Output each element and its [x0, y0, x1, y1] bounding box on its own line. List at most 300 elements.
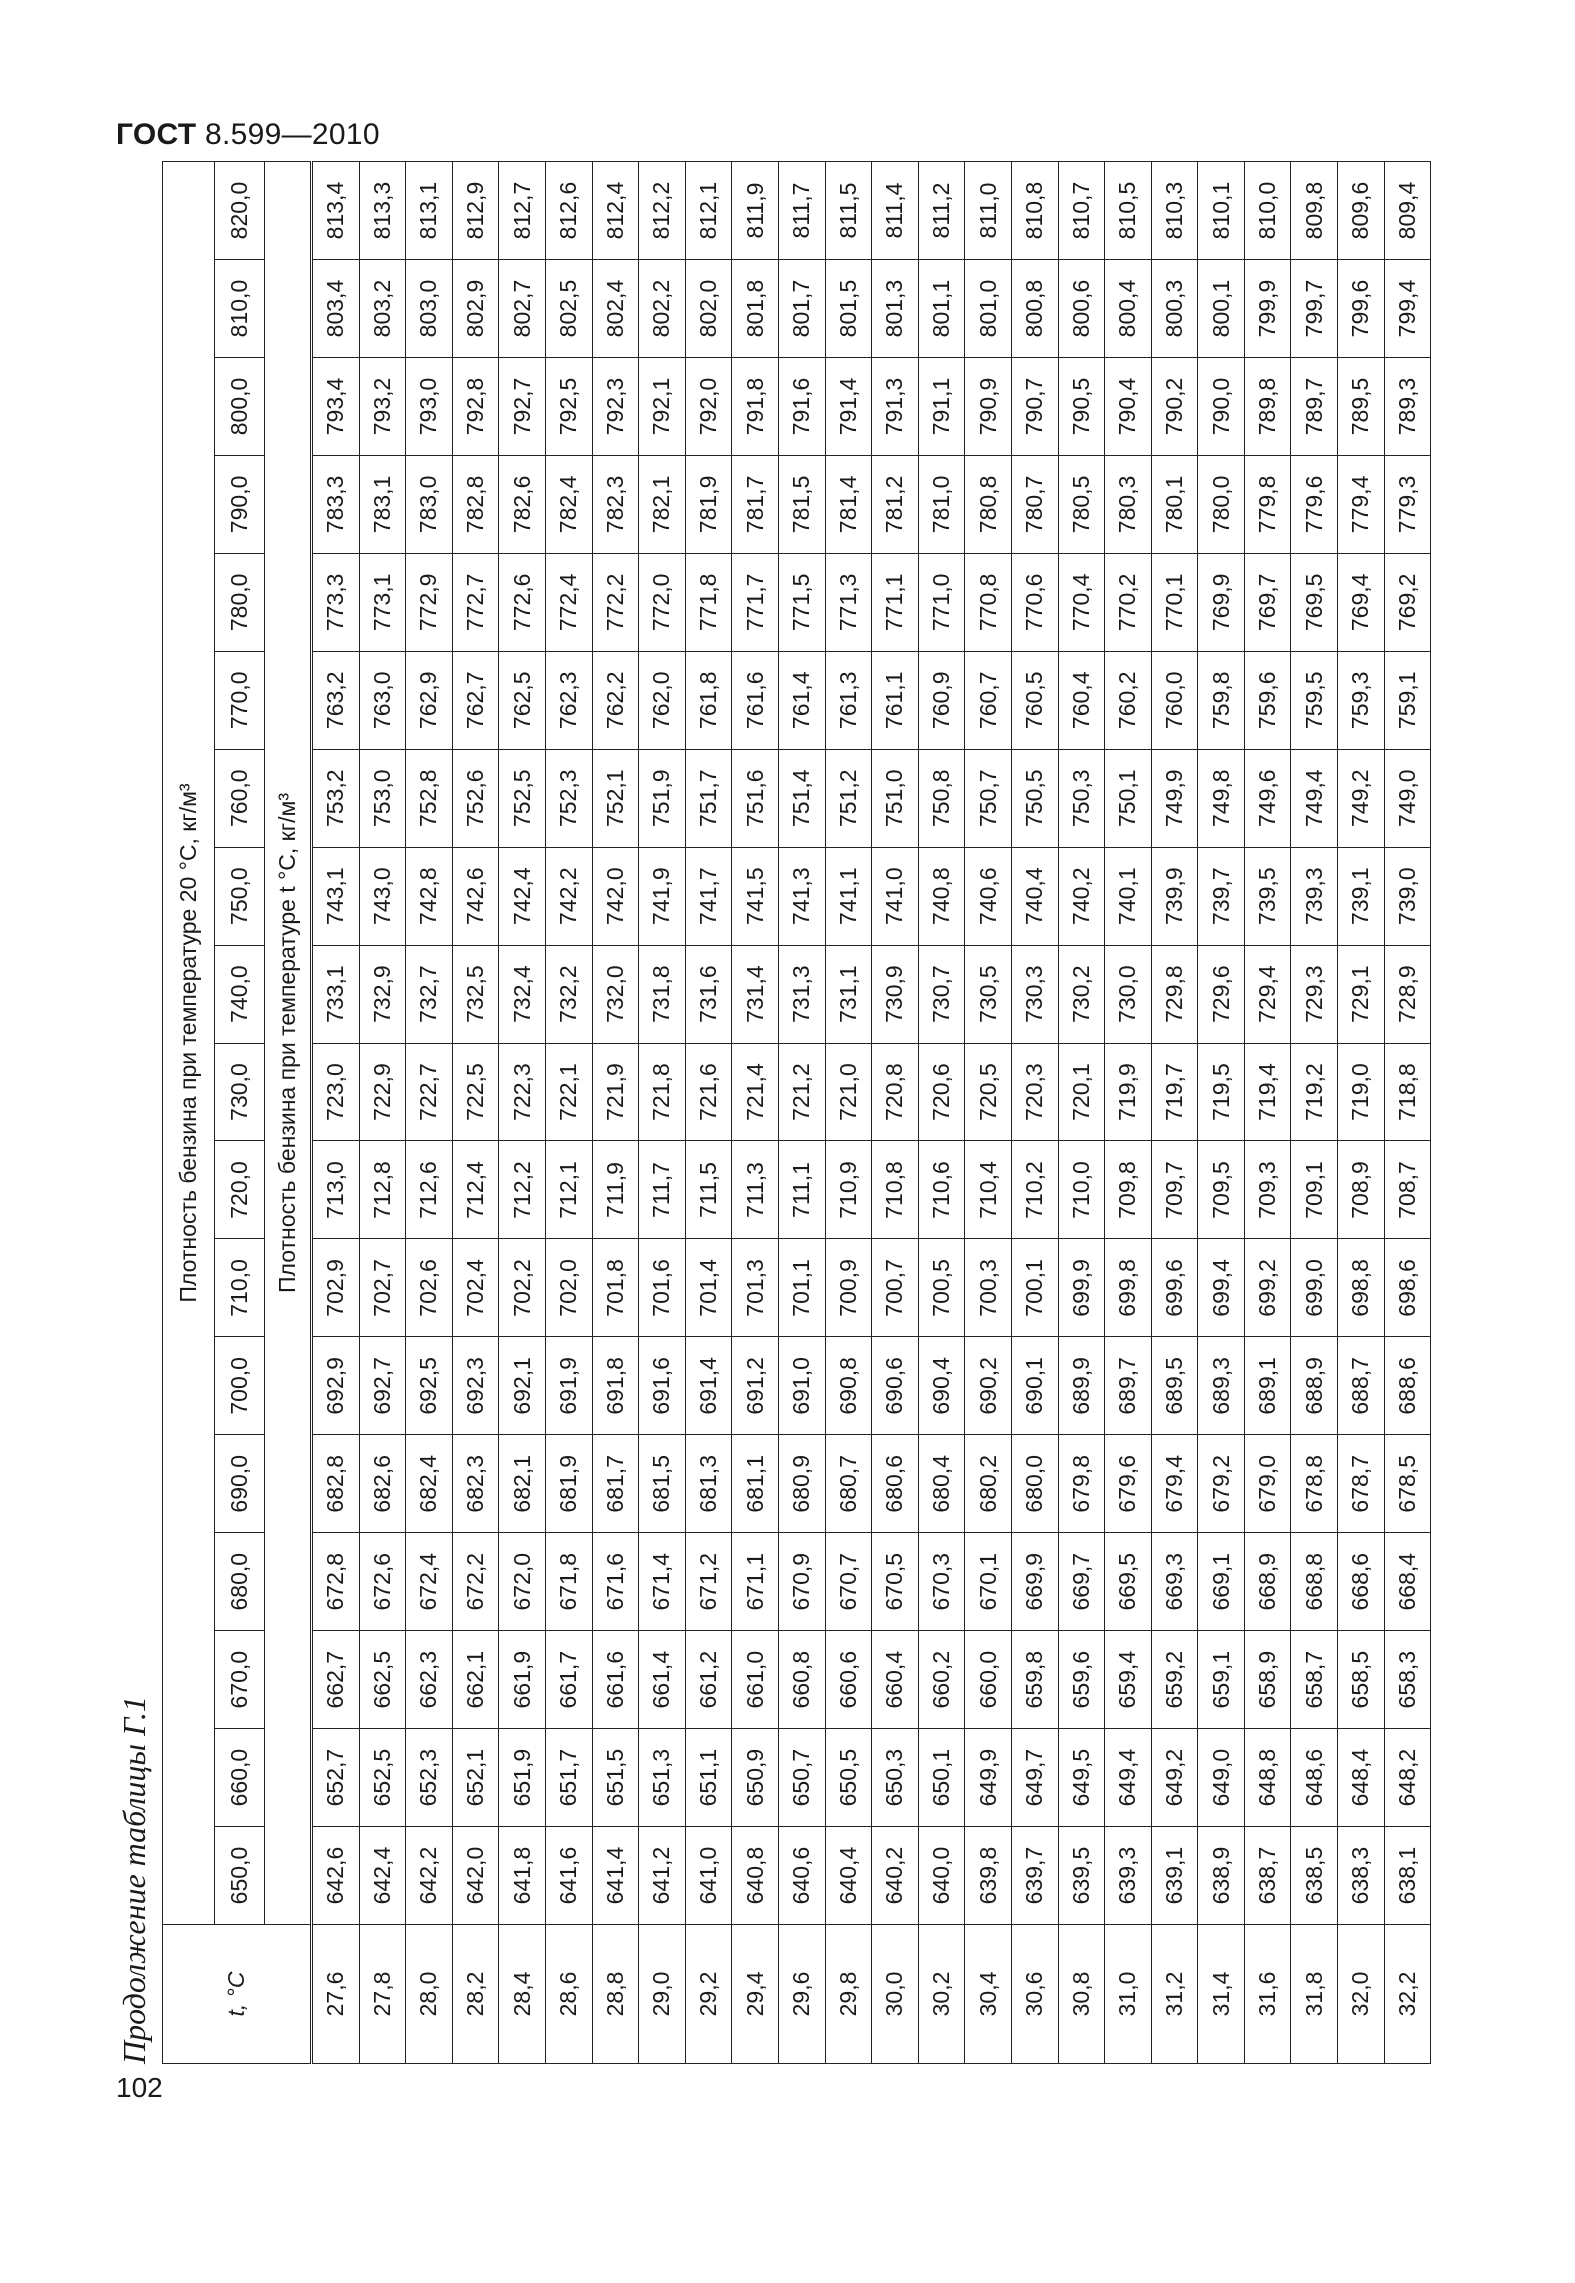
density-cell: 751,9 — [639, 749, 686, 847]
density-cell: 690,4 — [918, 1337, 965, 1435]
density-cell: 809,6 — [1338, 162, 1385, 260]
density-cell: 641,6 — [545, 1827, 592, 1925]
density-cell: 692,9 — [312, 1337, 360, 1435]
density-cell: 660,4 — [872, 1631, 919, 1729]
density-cell: 771,1 — [872, 553, 919, 651]
density-cell: 773,3 — [312, 553, 360, 651]
t-column-header: t, °C — [163, 1925, 312, 2064]
density-cell: 719,5 — [1198, 1043, 1245, 1141]
density-cell: 812,4 — [592, 162, 639, 260]
density-cell: 810,1 — [1198, 162, 1245, 260]
density-cell: 711,7 — [639, 1141, 686, 1239]
table-row — [1011, 162, 1058, 2064]
density-cell: 639,8 — [965, 1827, 1012, 1925]
density-cell: 658,3 — [1384, 1631, 1431, 1729]
temperature-cell: 29,6 — [778, 1925, 825, 2064]
density-cell: 759,1 — [1384, 651, 1431, 749]
density-cell: 790,9 — [965, 358, 1012, 456]
density-cell: 702,0 — [545, 1239, 592, 1337]
density-cell: 740,6 — [965, 847, 1012, 945]
standard-number: 8.599—2010 — [205, 118, 380, 151]
density-cell: 710,0 — [1058, 1141, 1105, 1239]
density-cell: 732,9 — [359, 945, 406, 1043]
density-cell: 699,4 — [1198, 1239, 1245, 1337]
density-cell: 691,0 — [778, 1337, 825, 1435]
density-cell: 722,1 — [545, 1043, 592, 1141]
density-cell: 680,2 — [965, 1435, 1012, 1533]
density-cell: 753,2 — [312, 749, 360, 847]
density-cell: 710,6 — [918, 1141, 965, 1239]
density-column-header: 720,0 — [215, 1141, 265, 1239]
density-cell: 742,0 — [592, 847, 639, 945]
density-cell: 741,1 — [825, 847, 872, 945]
density-cell: 651,9 — [499, 1729, 546, 1827]
density-cell: 721,4 — [732, 1043, 779, 1141]
density-cell: 688,6 — [1384, 1337, 1431, 1435]
density-cell: 699,2 — [1244, 1239, 1291, 1337]
density-cell: 769,2 — [1384, 553, 1431, 651]
density-cell: 639,1 — [1151, 1827, 1198, 1925]
density-cell: 801,7 — [778, 260, 825, 358]
table-row — [359, 162, 406, 2064]
temperature-cell: 31,6 — [1244, 1925, 1291, 2064]
table-row — [1105, 162, 1152, 2064]
density-cell: 659,1 — [1198, 1631, 1245, 1729]
density-cell: 712,6 — [406, 1141, 453, 1239]
table-row — [872, 162, 919, 2064]
density-cell: 642,6 — [312, 1827, 360, 1925]
density-cell: 732,5 — [452, 945, 499, 1043]
table-row — [592, 162, 639, 2064]
density-cell: 709,7 — [1151, 1141, 1198, 1239]
density-cell: 760,2 — [1105, 651, 1152, 749]
table-row — [452, 162, 499, 2064]
density-cell: 642,4 — [359, 1827, 406, 1925]
density-cell: 783,0 — [406, 455, 453, 553]
density-column-header: 730,0 — [215, 1043, 265, 1141]
density-cell: 760,0 — [1151, 651, 1198, 749]
density-cell: 789,7 — [1291, 358, 1338, 456]
table-body — [312, 162, 1431, 2064]
density-cell: 771,0 — [918, 553, 965, 651]
density-cell: 688,9 — [1291, 1337, 1338, 1435]
density-cell: 710,9 — [825, 1141, 872, 1239]
density-cell: 760,5 — [1011, 651, 1058, 749]
density-cell: 729,8 — [1151, 945, 1198, 1043]
density-cell: 752,8 — [406, 749, 453, 847]
density-cell: 690,1 — [1011, 1337, 1058, 1435]
table-row — [312, 162, 360, 2064]
density-cell: 739,1 — [1338, 847, 1385, 945]
density-cell: 732,7 — [406, 945, 453, 1043]
density-cell: 791,8 — [732, 358, 779, 456]
density-cell: 760,4 — [1058, 651, 1105, 749]
density-cell: 732,4 — [499, 945, 546, 1043]
density-column-header: 760,0 — [215, 749, 265, 847]
density-cell: 708,7 — [1384, 1141, 1431, 1239]
density-cell: 740,4 — [1011, 847, 1058, 945]
density-cell: 720,5 — [965, 1043, 1012, 1141]
density-cell: 770,1 — [1151, 553, 1198, 651]
density-cell: 668,6 — [1338, 1533, 1385, 1631]
density-cell: 701,8 — [592, 1239, 639, 1337]
density-cell: 802,0 — [685, 260, 732, 358]
density-cell: 810,7 — [1058, 162, 1105, 260]
density-cell: 781,0 — [918, 455, 965, 553]
density-cell: 790,2 — [1151, 358, 1198, 456]
density-cell: 651,3 — [639, 1729, 686, 1827]
density-cell: 780,1 — [1151, 455, 1198, 553]
density-column-header: 710,0 — [215, 1239, 265, 1337]
density-cell: 799,6 — [1338, 260, 1385, 358]
density-cell: 640,4 — [825, 1827, 872, 1925]
density-cell: 689,1 — [1244, 1337, 1291, 1435]
density-cell: 660,6 — [825, 1631, 872, 1729]
density-cell: 639,5 — [1058, 1827, 1105, 1925]
density-cell: 709,5 — [1198, 1141, 1245, 1239]
density-cell: 749,8 — [1198, 749, 1245, 847]
density-cell: 730,0 — [1105, 945, 1152, 1043]
density-cell: 678,7 — [1338, 1435, 1385, 1533]
density-cell: 688,7 — [1338, 1337, 1385, 1435]
density-cell: 809,4 — [1384, 162, 1431, 260]
density-cell: 728,9 — [1384, 945, 1431, 1043]
density-cell: 792,8 — [452, 358, 499, 456]
density-cell: 731,8 — [639, 945, 686, 1043]
density-cell: 742,6 — [452, 847, 499, 945]
density-cell: 660,2 — [918, 1631, 965, 1729]
density-cell: 649,5 — [1058, 1729, 1105, 1827]
density-cell: 648,2 — [1384, 1729, 1431, 1827]
density-cell: 648,8 — [1244, 1729, 1291, 1827]
density-cell: 800,8 — [1011, 260, 1058, 358]
density-cell: 729,1 — [1338, 945, 1385, 1043]
density-cell: 812,7 — [499, 162, 546, 260]
density-cell: 750,1 — [1105, 749, 1152, 847]
density-cell: 668,9 — [1244, 1533, 1291, 1631]
density-cell: 682,3 — [452, 1435, 499, 1533]
density-cell: 769,4 — [1338, 553, 1385, 651]
density-cell: 722,3 — [499, 1043, 546, 1141]
density-cell: 732,0 — [592, 945, 639, 1043]
table-row — [406, 162, 453, 2064]
density-cell: 779,8 — [1244, 455, 1291, 553]
density-cell: 762,3 — [545, 651, 592, 749]
density-cell: 802,4 — [592, 260, 639, 358]
density-column-header: 700,0 — [215, 1337, 265, 1435]
density-cell: 810,8 — [1011, 162, 1058, 260]
density-cell: 791,6 — [778, 358, 825, 456]
density-cell: 639,3 — [1105, 1827, 1152, 1925]
density-cell: 752,6 — [452, 749, 499, 847]
density-cell: 740,1 — [1105, 847, 1152, 945]
density-cell: 702,7 — [359, 1239, 406, 1337]
density-cell: 771,8 — [685, 553, 732, 651]
density-cell: 739,0 — [1384, 847, 1431, 945]
density-cell: 790,0 — [1198, 358, 1245, 456]
temperature-cell: 32,0 — [1338, 1925, 1385, 2064]
density-cell: 729,6 — [1198, 945, 1245, 1043]
density-cell: 720,8 — [872, 1043, 919, 1141]
density-cell: 672,2 — [452, 1533, 499, 1631]
density-cell: 682,1 — [499, 1435, 546, 1533]
density-cell: 749,0 — [1384, 749, 1431, 847]
density-cell: 789,3 — [1384, 358, 1431, 456]
density-cell: 709,3 — [1244, 1141, 1291, 1239]
density-cell: 752,1 — [592, 749, 639, 847]
density-cell: 741,9 — [639, 847, 686, 945]
density-cell: 678,5 — [1384, 1435, 1431, 1533]
density-cell: 720,3 — [1011, 1043, 1058, 1141]
temperature-cell: 29,2 — [685, 1925, 732, 2064]
density-cell: 692,3 — [452, 1337, 499, 1435]
density-cell: 640,2 — [872, 1827, 919, 1925]
density-cell: 712,1 — [545, 1141, 592, 1239]
density-cell: 701,1 — [778, 1239, 825, 1337]
density-cell: 699,8 — [1105, 1239, 1152, 1337]
density-cell: 698,8 — [1338, 1239, 1385, 1337]
density-cell: 743,0 — [359, 847, 406, 945]
density-cell: 751,6 — [732, 749, 779, 847]
rotated-table-block — [116, 161, 1420, 2064]
density-cell: 782,6 — [499, 455, 546, 553]
density-cell: 689,3 — [1198, 1337, 1245, 1435]
density-cell: 731,3 — [778, 945, 825, 1043]
density-cell: 641,0 — [685, 1827, 732, 1925]
density-cell: 720,6 — [918, 1043, 965, 1141]
density-cell: 672,0 — [499, 1533, 546, 1631]
density-cell: 731,4 — [732, 945, 779, 1043]
density-cell: 670,3 — [918, 1533, 965, 1631]
density-cell: 811,9 — [732, 162, 779, 260]
density-cell: 649,4 — [1105, 1729, 1152, 1827]
density-cell: 669,9 — [1011, 1533, 1058, 1631]
density-cell: 711,5 — [685, 1141, 732, 1239]
temperature-cell: 28,2 — [452, 1925, 499, 2064]
density-cell: 661,9 — [499, 1631, 546, 1729]
table-row — [1198, 162, 1245, 2064]
density-cell: 809,8 — [1291, 162, 1338, 260]
density-cell: 730,3 — [1011, 945, 1058, 1043]
density-cell: 702,4 — [452, 1239, 499, 1337]
density-cell: 750,7 — [965, 749, 1012, 847]
density-cell: 652,7 — [312, 1729, 360, 1827]
density-cell: 782,1 — [639, 455, 686, 553]
density-cell: 701,3 — [732, 1239, 779, 1337]
density-cell: 701,6 — [639, 1239, 686, 1337]
table-row — [1151, 162, 1198, 2064]
density-cell: 649,2 — [1151, 1729, 1198, 1827]
temperature-cell: 29,0 — [639, 1925, 686, 2064]
density-cell: 668,8 — [1291, 1533, 1338, 1631]
density-cell: 751,4 — [778, 749, 825, 847]
density-cell: 712,4 — [452, 1141, 499, 1239]
density-cell: 659,4 — [1105, 1631, 1152, 1729]
temperature-cell: 27,6 — [312, 1925, 360, 2064]
density-cell: 721,6 — [685, 1043, 732, 1141]
density-cell: 719,7 — [1151, 1043, 1198, 1141]
density-cell: 731,6 — [685, 945, 732, 1043]
density-cell: 680,6 — [872, 1435, 919, 1533]
density-cell: 661,0 — [732, 1631, 779, 1729]
density-cell: 682,4 — [406, 1435, 453, 1533]
density-cell: 751,7 — [685, 749, 732, 847]
density-cell: 638,5 — [1291, 1827, 1338, 1925]
density-cell: 772,7 — [452, 553, 499, 651]
density-cell: 771,3 — [825, 553, 872, 651]
temperature-cell: 28,4 — [499, 1925, 546, 2064]
density-cell: 669,1 — [1198, 1533, 1245, 1631]
density-cell: 680,9 — [778, 1435, 825, 1533]
temperature-cell: 29,8 — [825, 1925, 872, 2064]
density-cell: 710,8 — [872, 1141, 919, 1239]
density-cell: 638,1 — [1384, 1827, 1431, 1925]
table-row — [499, 162, 546, 2064]
density-cell: 692,1 — [499, 1337, 546, 1435]
density-cell: 671,6 — [592, 1533, 639, 1631]
density-cell: 749,4 — [1291, 749, 1338, 847]
table-row — [825, 162, 872, 2064]
density-cell: 651,1 — [685, 1729, 732, 1827]
density-cell: 659,8 — [1011, 1631, 1058, 1729]
density-cell: 740,2 — [1058, 847, 1105, 945]
density-cell: 802,9 — [452, 260, 499, 358]
density-cell: 751,0 — [872, 749, 919, 847]
density-cell: 789,5 — [1338, 358, 1385, 456]
density-cell: 780,5 — [1058, 455, 1105, 553]
density-cell: 743,1 — [312, 847, 360, 945]
density-column-header: 800,0 — [215, 358, 265, 456]
table-row — [732, 162, 779, 2064]
density-cell: 640,6 — [778, 1827, 825, 1925]
table-row — [1291, 162, 1338, 2064]
density-cell: 763,2 — [312, 651, 360, 749]
density-cell: 640,8 — [732, 1827, 779, 1925]
temperature-cell: 28,8 — [592, 1925, 639, 2064]
density-cell: 722,9 — [359, 1043, 406, 1141]
density-cell: 691,8 — [592, 1337, 639, 1435]
density-cell: 679,4 — [1151, 1435, 1198, 1533]
density-cell: 690,8 — [825, 1337, 872, 1435]
density-cell: 718,8 — [1384, 1043, 1431, 1141]
density-cell: 650,7 — [778, 1729, 825, 1827]
density-cell: 791,1 — [918, 358, 965, 456]
density-cell: 770,8 — [965, 553, 1012, 651]
density-cell: 761,1 — [872, 651, 919, 749]
standard-code: ГОСТ — [116, 118, 197, 151]
density-cell: 802,5 — [545, 260, 592, 358]
density-cell: 661,4 — [639, 1631, 686, 1729]
table-caption: Продолжение таблицы Г.1 — [116, 1696, 152, 2064]
density-cell: 812,2 — [639, 162, 686, 260]
temperature-cell: 29,4 — [732, 1925, 779, 2064]
density-cell: 681,7 — [592, 1435, 639, 1533]
density-cell: 678,8 — [1291, 1435, 1338, 1533]
density-cell: 719,2 — [1291, 1043, 1338, 1141]
density-cell: 652,3 — [406, 1729, 453, 1827]
density-cell: 793,0 — [406, 358, 453, 456]
density-cell: 781,9 — [685, 455, 732, 553]
density-cell: 690,2 — [965, 1337, 1012, 1435]
density-cell: 760,9 — [918, 651, 965, 749]
density-cell: 791,4 — [825, 358, 872, 456]
density-cell: 649,9 — [965, 1729, 1012, 1827]
density-cell: 761,6 — [732, 651, 779, 749]
temperature-cell: 28,6 — [545, 1925, 592, 2064]
table-row — [685, 162, 732, 2064]
density-cell: 773,1 — [359, 553, 406, 651]
density-cell: 698,6 — [1384, 1239, 1431, 1337]
temperature-cell: 30,0 — [872, 1925, 919, 2064]
density-cell: 749,2 — [1338, 749, 1385, 847]
density-cell: 782,3 — [592, 455, 639, 553]
density-cell: 658,9 — [1244, 1631, 1291, 1729]
density-cell: 739,5 — [1244, 847, 1291, 945]
density-cell: 679,8 — [1058, 1435, 1105, 1533]
density-cell: 713,0 — [312, 1141, 360, 1239]
temperature-cell: 30,8 — [1058, 1925, 1105, 2064]
density-cell: 660,8 — [778, 1631, 825, 1729]
table-row — [778, 162, 825, 2064]
density-cell: 672,8 — [312, 1533, 360, 1631]
density-cell: 669,5 — [1105, 1533, 1152, 1631]
density-cell: 769,7 — [1244, 553, 1291, 651]
density-cell: 769,9 — [1198, 553, 1245, 651]
density-cell: 733,1 — [312, 945, 360, 1043]
density-cell: 792,3 — [592, 358, 639, 456]
temperature-cell: 30,4 — [965, 1925, 1012, 2064]
temperature-cell: 31,2 — [1151, 1925, 1198, 2064]
density-cell: 650,5 — [825, 1729, 872, 1827]
density-column-header: 690,0 — [215, 1435, 265, 1533]
density-cell: 799,4 — [1384, 260, 1431, 358]
density-cell: 759,8 — [1198, 651, 1245, 749]
density-cell: 770,6 — [1011, 553, 1058, 651]
table-row — [639, 162, 686, 2064]
density-cell: 800,6 — [1058, 260, 1105, 358]
density-cell: 780,0 — [1198, 455, 1245, 553]
density-column-header: 750,0 — [215, 847, 265, 945]
density-cell: 811,4 — [872, 162, 919, 260]
density-cell: 701,4 — [685, 1239, 732, 1337]
density-cell: 741,3 — [778, 847, 825, 945]
density-cell: 742,2 — [545, 847, 592, 945]
density-cell: 722,7 — [406, 1043, 453, 1141]
density-cell: 641,4 — [592, 1827, 639, 1925]
density-group-header: Плотность бензина при температуре 20 °C, кг/м³ — [163, 162, 215, 1925]
density-cell: 799,7 — [1291, 260, 1338, 358]
density-cell: 691,9 — [545, 1337, 592, 1435]
density-cell: 811,7 — [778, 162, 825, 260]
density-cell: 641,8 — [499, 1827, 546, 1925]
density-cell: 651,7 — [545, 1729, 592, 1827]
density-cell: 812,1 — [685, 162, 732, 260]
density-cell: 661,6 — [592, 1631, 639, 1729]
density-cell: 711,3 — [732, 1141, 779, 1239]
density-cell: 691,4 — [685, 1337, 732, 1435]
density-table — [162, 161, 1431, 2064]
density-cell: 680,0 — [1011, 1435, 1058, 1533]
density-cell: 680,4 — [918, 1435, 965, 1533]
density-cell: 762,9 — [406, 651, 453, 749]
density-cell: 721,2 — [778, 1043, 825, 1141]
density-column-header: 740,0 — [215, 945, 265, 1043]
page-number: 102 — [116, 2072, 163, 2103]
density-cell: 699,0 — [1291, 1239, 1338, 1337]
table-row — [1058, 162, 1105, 2064]
table-row — [965, 162, 1012, 2064]
density-cell: 639,7 — [1011, 1827, 1058, 1925]
